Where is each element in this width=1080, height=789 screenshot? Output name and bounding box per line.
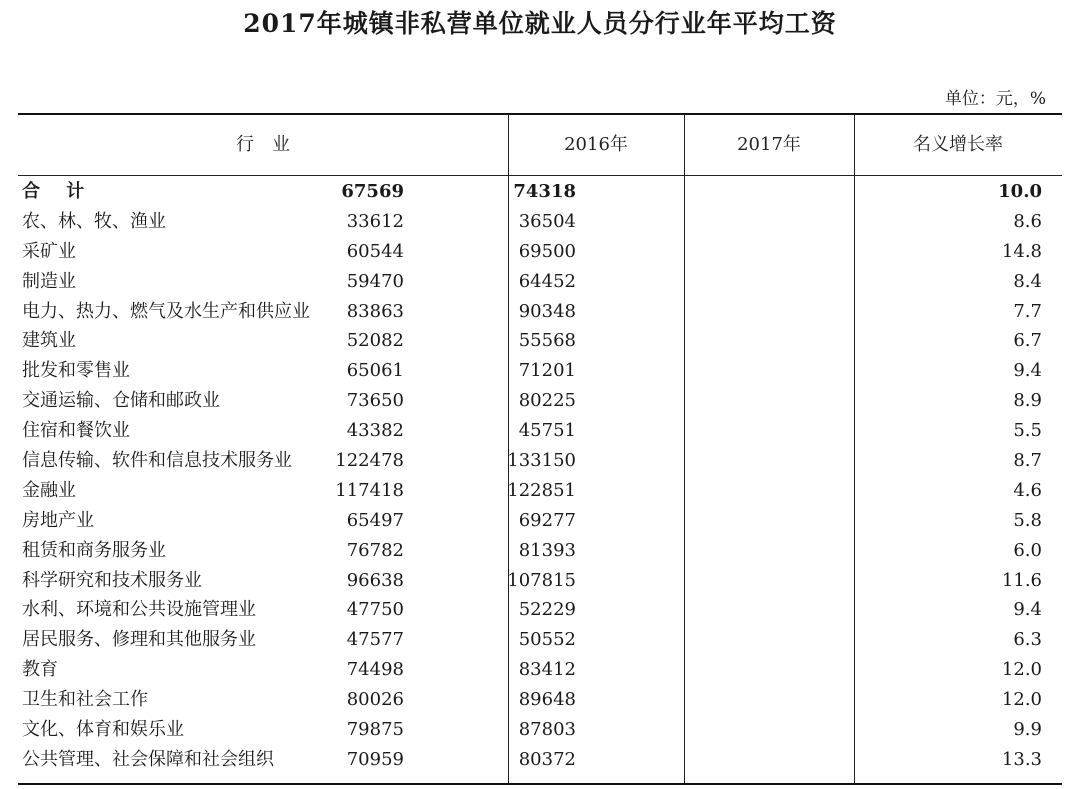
wage-2016-cell: 60544 xyxy=(346,240,404,262)
industry-cell: 交通运输、仓储和邮政业 xyxy=(22,390,220,412)
growth-cell: 10.0 xyxy=(998,181,1042,202)
table-row xyxy=(18,476,1062,506)
table-row xyxy=(18,745,1062,775)
wage-2017-cell: 52229 xyxy=(518,599,576,621)
table-row xyxy=(18,356,1062,386)
wage-2017-cell: 107815 xyxy=(507,569,576,591)
table-row xyxy=(18,715,1062,745)
industry-cell: 科学研究和技术服务业 xyxy=(22,569,202,591)
industry-cell: 信息传输、软件和信息技术服务业 xyxy=(22,450,292,472)
wage-2017-cell: 69277 xyxy=(518,509,576,531)
growth-cell: 6.3 xyxy=(1013,629,1042,651)
wage-2017-cell: 36504 xyxy=(518,210,576,232)
table-row xyxy=(18,386,1062,416)
industry-cell: 教育 xyxy=(22,659,58,681)
wage-2017-cell: 74318 xyxy=(513,181,576,202)
table-row xyxy=(18,297,1062,327)
wage-2016-cell: 96638 xyxy=(346,569,404,591)
table-row xyxy=(18,326,1062,356)
growth-cell: 6.0 xyxy=(1013,539,1042,561)
wage-2017-cell: 133150 xyxy=(507,450,576,472)
table-row xyxy=(18,566,1062,596)
wage-2017-cell: 69500 xyxy=(518,240,576,262)
table-row xyxy=(18,625,1062,655)
industry-cell: 公共管理、社会保障和社会组织 xyxy=(22,748,274,770)
table-row xyxy=(18,685,1062,715)
industry-cell: 居民服务、修理和其他服务业 xyxy=(22,629,256,651)
wage-2017-cell: 45751 xyxy=(518,420,576,442)
wage-2016-cell: 70959 xyxy=(346,748,404,770)
industry-cell: 金融业 xyxy=(22,479,76,501)
industry-cell: 合 计 xyxy=(22,181,95,202)
wage-2017-cell: 50552 xyxy=(518,629,576,651)
growth-cell: 12.0 xyxy=(1001,689,1042,711)
header-2016: 2016年 xyxy=(564,134,628,155)
industry-cell: 采矿业 xyxy=(22,240,76,262)
wage-2016-cell: 73650 xyxy=(346,390,404,412)
growth-cell: 8.9 xyxy=(1013,390,1042,412)
wage-2016-cell: 122478 xyxy=(335,450,404,472)
industry-cell: 水利、环境和公共设施管理业 xyxy=(22,599,256,621)
industry-cell: 建筑业 xyxy=(22,330,76,352)
wage-2016-cell: 59470 xyxy=(346,270,404,292)
wage-2016-cell: 67569 xyxy=(341,181,404,202)
wage-2016-cell: 65061 xyxy=(346,360,404,382)
growth-cell: 8.4 xyxy=(1013,270,1042,292)
table-row xyxy=(18,655,1062,685)
wage-2016-cell: 74498 xyxy=(346,659,404,681)
wage-2016-cell: 47577 xyxy=(346,629,404,651)
growth-cell: 5.5 xyxy=(1013,420,1042,442)
wage-2017-cell: 89648 xyxy=(518,689,576,711)
wage-2017-cell: 90348 xyxy=(518,300,576,322)
wage-2017-cell: 64452 xyxy=(518,270,576,292)
growth-cell: 8.6 xyxy=(1013,210,1042,232)
industry-cell: 租赁和商务服务业 xyxy=(22,539,166,561)
industry-cell: 房地产业 xyxy=(22,509,94,531)
growth-cell: 6.7 xyxy=(1013,330,1042,352)
wage-2017-cell: 81393 xyxy=(518,539,576,561)
wage-2017-cell: 71201 xyxy=(518,360,576,382)
growth-cell: 5.8 xyxy=(1013,509,1042,531)
industry-cell: 批发和零售业 xyxy=(22,360,130,382)
unit-note: 单位：元，% xyxy=(944,89,1046,109)
industry-cell: 制造业 xyxy=(22,270,76,292)
growth-cell: 4.6 xyxy=(1013,479,1042,501)
header-growth: 名义增长率 xyxy=(913,134,1003,155)
industry-cell: 农、林、牧、渔业 xyxy=(22,210,166,232)
industry-cell: 文化、体育和娱乐业 xyxy=(22,719,184,741)
table-body xyxy=(18,177,1062,775)
page-title: 2017年城镇非私营单位就业人员分行业年平均工资 xyxy=(243,9,837,38)
wage-2017-cell: 87803 xyxy=(518,719,576,741)
wage-2016-cell: 83863 xyxy=(346,300,404,322)
wage-2016-cell: 80026 xyxy=(346,689,404,711)
wage-2016-cell: 117418 xyxy=(335,479,404,501)
table-row xyxy=(18,536,1062,566)
header-divider xyxy=(18,175,1062,176)
wage-2017-cell: 55568 xyxy=(518,330,576,352)
industry-cell: 住宿和餐饮业 xyxy=(22,420,130,442)
wage-table xyxy=(18,113,1062,785)
wage-2016-cell: 76782 xyxy=(346,539,404,561)
industry-cell: 卫生和社会工作 xyxy=(22,689,148,711)
growth-cell: 11.6 xyxy=(1001,569,1042,591)
growth-cell: 9.4 xyxy=(1013,360,1042,382)
table-row xyxy=(18,207,1062,237)
table-row xyxy=(18,416,1062,446)
growth-cell: 8.7 xyxy=(1013,450,1042,472)
table-row xyxy=(18,595,1062,625)
industry-cell: 电力、热力、燃气及水生产和供应业 xyxy=(22,300,310,322)
wage-2017-cell: 80225 xyxy=(518,390,576,412)
header-industry: 行 业 xyxy=(236,134,290,155)
wage-2016-cell: 65497 xyxy=(346,509,404,531)
wage-2016-cell: 52082 xyxy=(346,330,404,352)
growth-cell: 13.3 xyxy=(1001,748,1042,770)
growth-cell: 14.8 xyxy=(1001,240,1042,262)
table-row-total xyxy=(18,177,1062,207)
wage-2016-cell: 79875 xyxy=(346,719,404,741)
table-row xyxy=(18,267,1062,297)
header-2017: 2017年 xyxy=(737,134,801,155)
wage-2016-cell: 47750 xyxy=(346,599,404,621)
growth-cell: 9.4 xyxy=(1013,599,1042,621)
growth-cell: 7.7 xyxy=(1013,300,1042,322)
wage-2016-cell: 43382 xyxy=(346,420,404,442)
wage-2017-cell: 80372 xyxy=(518,748,576,770)
table-row xyxy=(18,237,1062,267)
wage-2016-cell: 33612 xyxy=(346,210,404,232)
growth-cell: 9.9 xyxy=(1013,719,1042,741)
growth-cell: 12.0 xyxy=(1001,659,1042,681)
wage-2017-cell: 83412 xyxy=(518,659,576,681)
wage-2017-cell: 122851 xyxy=(507,479,576,501)
table-row xyxy=(18,506,1062,536)
table-row xyxy=(18,446,1062,476)
